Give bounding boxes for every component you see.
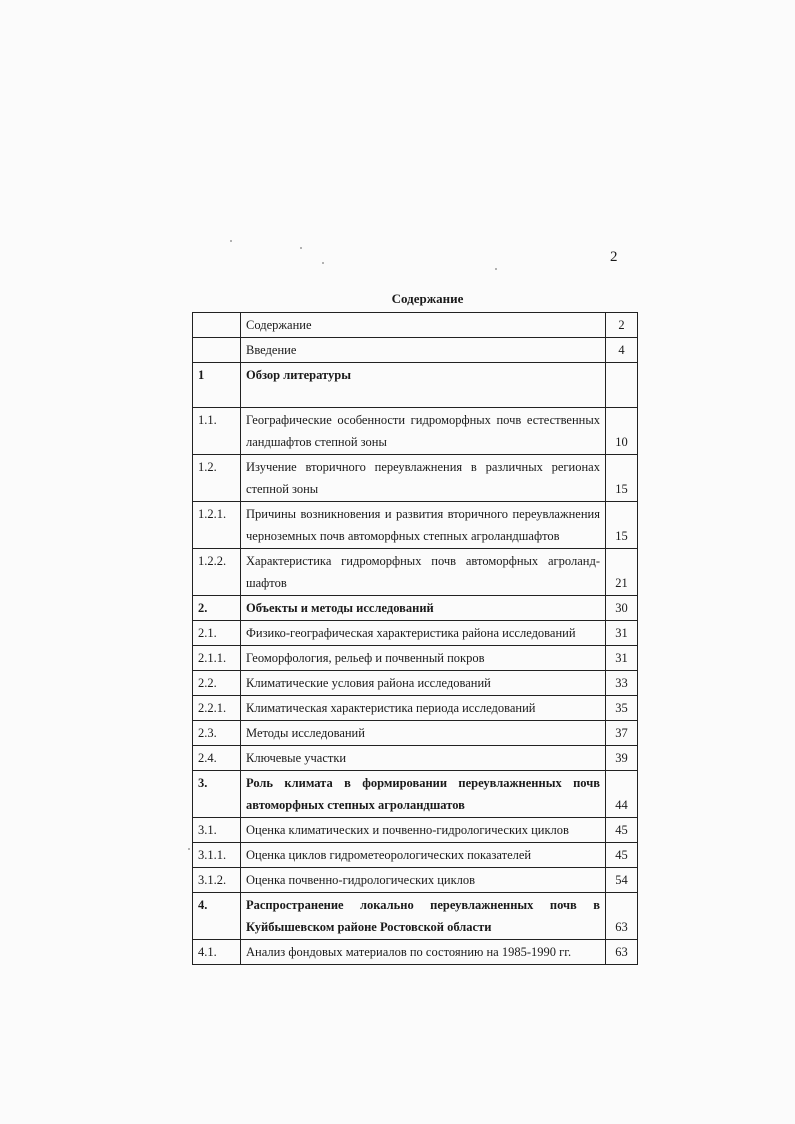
- toc-row: [193, 843, 638, 868]
- toc-row-title: Роль климата в формировании переувлажненных почв автоморфных степных агроландшатов: [241, 771, 606, 818]
- toc-row-number: 1.2.2.: [193, 549, 241, 596]
- toc-row-page: 44: [606, 771, 638, 818]
- toc-row: [193, 721, 638, 746]
- toc-row-page: 10: [606, 408, 638, 455]
- toc-row-number: 4.: [193, 893, 241, 940]
- toc-row-page: 63: [606, 893, 638, 940]
- toc-row-title: Оценка почвенно-гидрологических циклов: [241, 868, 606, 893]
- toc-row-number: 3.: [193, 771, 241, 818]
- toc-row: [193, 746, 638, 771]
- scan-speck: [300, 247, 302, 249]
- toc-row-title: Объекты и методы исследований: [241, 596, 606, 621]
- toc-row-page: 4: [606, 338, 638, 363]
- scan-speck: [495, 268, 497, 270]
- toc-row-number: 3.1.2.: [193, 868, 241, 893]
- toc-row-number: 3.1.1.: [193, 843, 241, 868]
- toc-row-title: Геоморфология, рельеф и почвенный покров: [241, 646, 606, 671]
- toc-row-page: 15: [606, 502, 638, 549]
- toc-row: [193, 455, 638, 502]
- toc-table: [192, 312, 638, 965]
- toc-row-number: 1.2.1.: [193, 502, 241, 549]
- toc-row-number: [193, 338, 241, 363]
- toc-row-number: 2.: [193, 596, 241, 621]
- toc-row-page: 31: [606, 646, 638, 671]
- toc-row-title: Причины возникновения и развития вторичного переувлажнения черноземных почв автоморфных степных агроландшафтов: [241, 502, 606, 549]
- toc-row-page: 45: [606, 843, 638, 868]
- toc-row-title: Обзор литературы: [241, 363, 606, 408]
- toc-row: [193, 671, 638, 696]
- toc-row-title: Характеристика гидроморфных почв автоморфных агроланд-шафтов: [241, 549, 606, 596]
- toc-row: [193, 771, 638, 818]
- toc-row-page: 21: [606, 549, 638, 596]
- toc-row-number: 2.4.: [193, 746, 241, 771]
- toc-row-title: Распространение локально переувлажненных почв в Куйбышевском районе Ростовской области: [241, 893, 606, 940]
- toc-row-number: 2.3.: [193, 721, 241, 746]
- toc-row-page: 37: [606, 721, 638, 746]
- toc-row-number: 2.2.: [193, 671, 241, 696]
- toc-row: [193, 893, 638, 940]
- toc-row: [193, 646, 638, 671]
- toc-row: [193, 363, 638, 408]
- toc-row-page: [606, 363, 638, 408]
- page-number: 2: [610, 249, 618, 265]
- toc-row-page: 35: [606, 696, 638, 721]
- toc-row-number: 1: [193, 363, 241, 408]
- toc-row-title: Методы исследований: [241, 721, 606, 746]
- scan-speck: [230, 240, 232, 242]
- toc-row-title: Географические особенности гидроморфных почв естественных ландшафтов степной зоны: [241, 408, 606, 455]
- toc-row: [193, 868, 638, 893]
- toc-row-page: 54: [606, 868, 638, 893]
- toc-row: [193, 696, 638, 721]
- toc-row-title: Климатические условия района исследований: [241, 671, 606, 696]
- toc-row-page: 15: [606, 455, 638, 502]
- toc-row: [193, 502, 638, 549]
- scan-speck: [322, 262, 324, 264]
- toc-row-title: Анализ фондовых материалов по состоянию на 1985-1990 гг.: [241, 940, 606, 965]
- toc-row: [193, 818, 638, 843]
- toc-row-page: 2: [606, 313, 638, 338]
- toc-row-number: 2.1.1.: [193, 646, 241, 671]
- toc-row-title: Оценка климатических и почвенно-гидрологических циклов: [241, 818, 606, 843]
- toc-row-number: 1.2.: [193, 455, 241, 502]
- toc-row-page: 30: [606, 596, 638, 621]
- toc-row-title: Физико-географическая характеристика района исследований: [241, 621, 606, 646]
- toc-row: [193, 338, 638, 363]
- toc-row: [193, 549, 638, 596]
- toc-row-title: Содержание: [241, 313, 606, 338]
- toc-row-number: 2.1.: [193, 621, 241, 646]
- toc-row-title: Климатическая характеристика периода исследований: [241, 696, 606, 721]
- toc-row-page: 31: [606, 621, 638, 646]
- toc-row-page: 45: [606, 818, 638, 843]
- toc-row-title: Введение: [241, 338, 606, 363]
- toc-row-title: Оценка циклов гидрометеорологических показателей: [241, 843, 606, 868]
- toc-row: [193, 313, 638, 338]
- scan-speck: [188, 848, 190, 850]
- toc-title: Содержание: [391, 291, 464, 306]
- toc-row: [193, 596, 638, 621]
- toc-row-page: 63: [606, 940, 638, 965]
- toc-row: [193, 408, 638, 455]
- toc-row-page: 33: [606, 671, 638, 696]
- toc-row-number: 3.1.: [193, 818, 241, 843]
- toc-row-title: Изучение вторичного переувлажнения в различных регионах степной зоны: [241, 455, 606, 502]
- toc-row-title: Ключевые участки: [241, 746, 606, 771]
- toc-row-page: 39: [606, 746, 638, 771]
- toc-row: [193, 940, 638, 965]
- toc-row: [193, 621, 638, 646]
- toc-row-number: [193, 313, 241, 338]
- toc-row-number: 2.2.1.: [193, 696, 241, 721]
- toc-row-number: 1.1.: [193, 408, 241, 455]
- toc-row-number: 4.1.: [193, 940, 241, 965]
